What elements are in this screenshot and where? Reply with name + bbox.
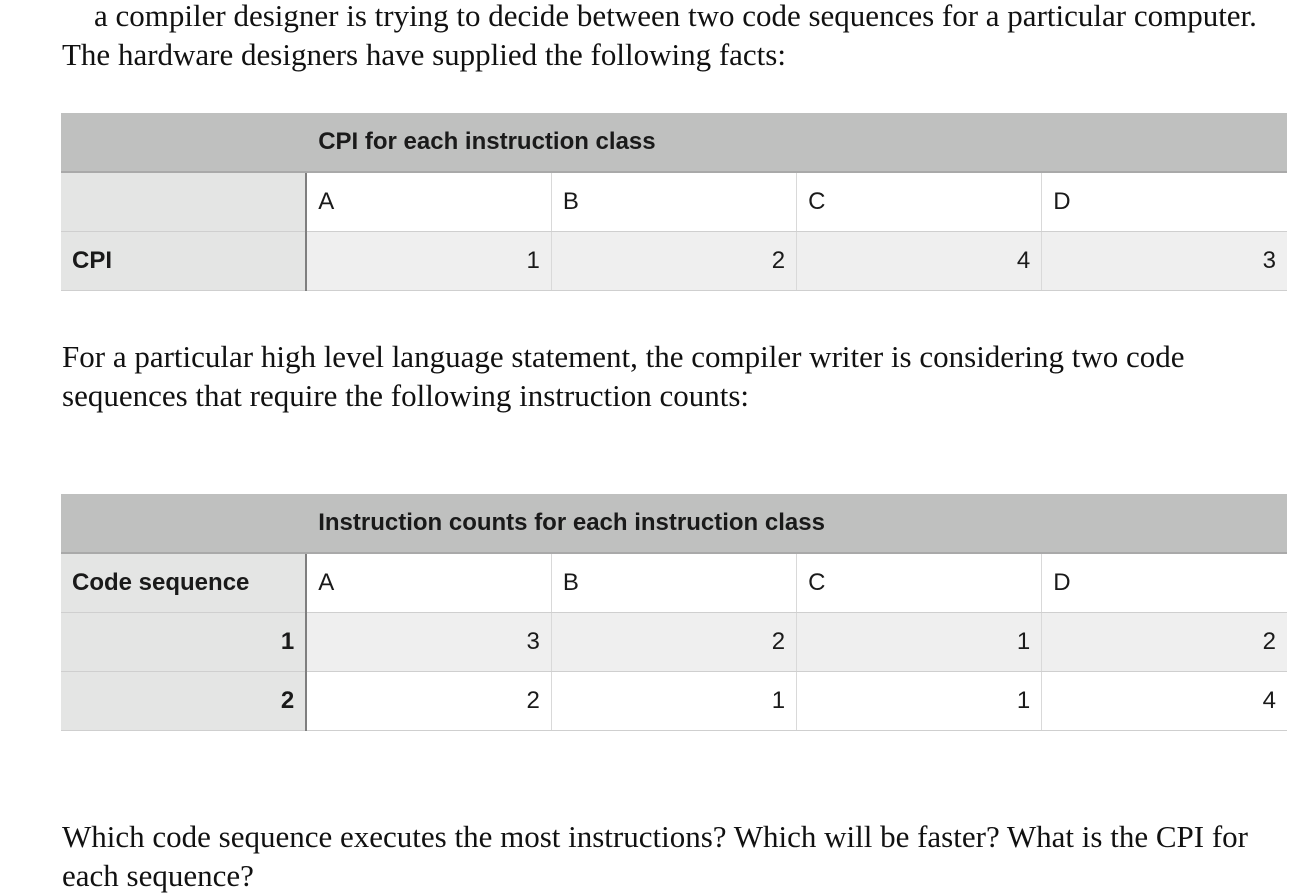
cpi-table-corner xyxy=(61,113,306,172)
seq2-count-c: 1 xyxy=(797,671,1042,730)
seq1-count-a: 3 xyxy=(306,612,551,671)
code-sequence-label-2: 2 xyxy=(61,671,306,730)
cpi-table-class-row-header xyxy=(61,172,306,231)
class-header-a: A xyxy=(306,172,551,231)
instruction-count-table xyxy=(61,494,1287,731)
cpi-table-class-row xyxy=(61,172,1287,231)
question-line-2: each sequence? xyxy=(62,858,254,893)
cpi-row-label: CPI xyxy=(61,231,306,290)
intro-line-2: The hardware designers have supplied the following facts: xyxy=(62,37,786,72)
count-class-header-c: C xyxy=(797,553,1042,612)
seq1-count-b: 2 xyxy=(551,612,796,671)
count-table-title-row xyxy=(61,494,1287,553)
question-line-1: Which code sequence executes the most instructions? Which will be faster? What is the CPI for xyxy=(62,819,1248,854)
cpi-value-c: 4 xyxy=(797,231,1042,290)
count-table-corner xyxy=(61,494,306,553)
code-sequence-label-1: 1 xyxy=(61,612,306,671)
count-class-header-d: D xyxy=(1042,553,1287,612)
cpi-value-a: 1 xyxy=(306,231,551,290)
code-sequence-row-1 xyxy=(61,612,1287,671)
seq1-count-c: 1 xyxy=(797,612,1042,671)
seq1-count-d: 2 xyxy=(1042,612,1287,671)
middle-line-2: sequences that require the following instruction counts: xyxy=(62,378,749,413)
code-sequence-row-2 xyxy=(61,671,1287,730)
cpi-value-row xyxy=(61,231,1287,290)
seq2-count-d: 4 xyxy=(1042,671,1287,730)
question-paragraph xyxy=(62,817,1248,895)
seq2-count-b: 1 xyxy=(551,671,796,730)
cpi-table-title-row xyxy=(61,113,1287,172)
count-class-header-a: A xyxy=(306,553,551,612)
middle-paragraph xyxy=(62,337,1185,415)
cpi-table xyxy=(61,113,1287,291)
code-sequence-header: Code sequence xyxy=(61,553,306,612)
cpi-value-d: 3 xyxy=(1042,231,1287,290)
class-header-c: C xyxy=(797,172,1042,231)
seq2-count-a: 2 xyxy=(306,671,551,730)
cpi-table-title: CPI for each instruction class xyxy=(306,113,1287,172)
intro-line-1: a compiler designer is trying to decide between two code sequences for a particular computer. xyxy=(94,0,1257,33)
count-table-title: Instruction counts for each instruction class xyxy=(306,494,1287,553)
intro-paragraph xyxy=(62,0,1257,74)
count-class-header-b: B xyxy=(551,553,796,612)
class-header-d: D xyxy=(1042,172,1287,231)
cpi-value-b: 2 xyxy=(551,231,796,290)
middle-line-1: For a particular high level language statement, the compiler writer is considering two code xyxy=(62,339,1185,374)
class-header-b: B xyxy=(551,172,796,231)
count-table-class-row xyxy=(61,553,1287,612)
